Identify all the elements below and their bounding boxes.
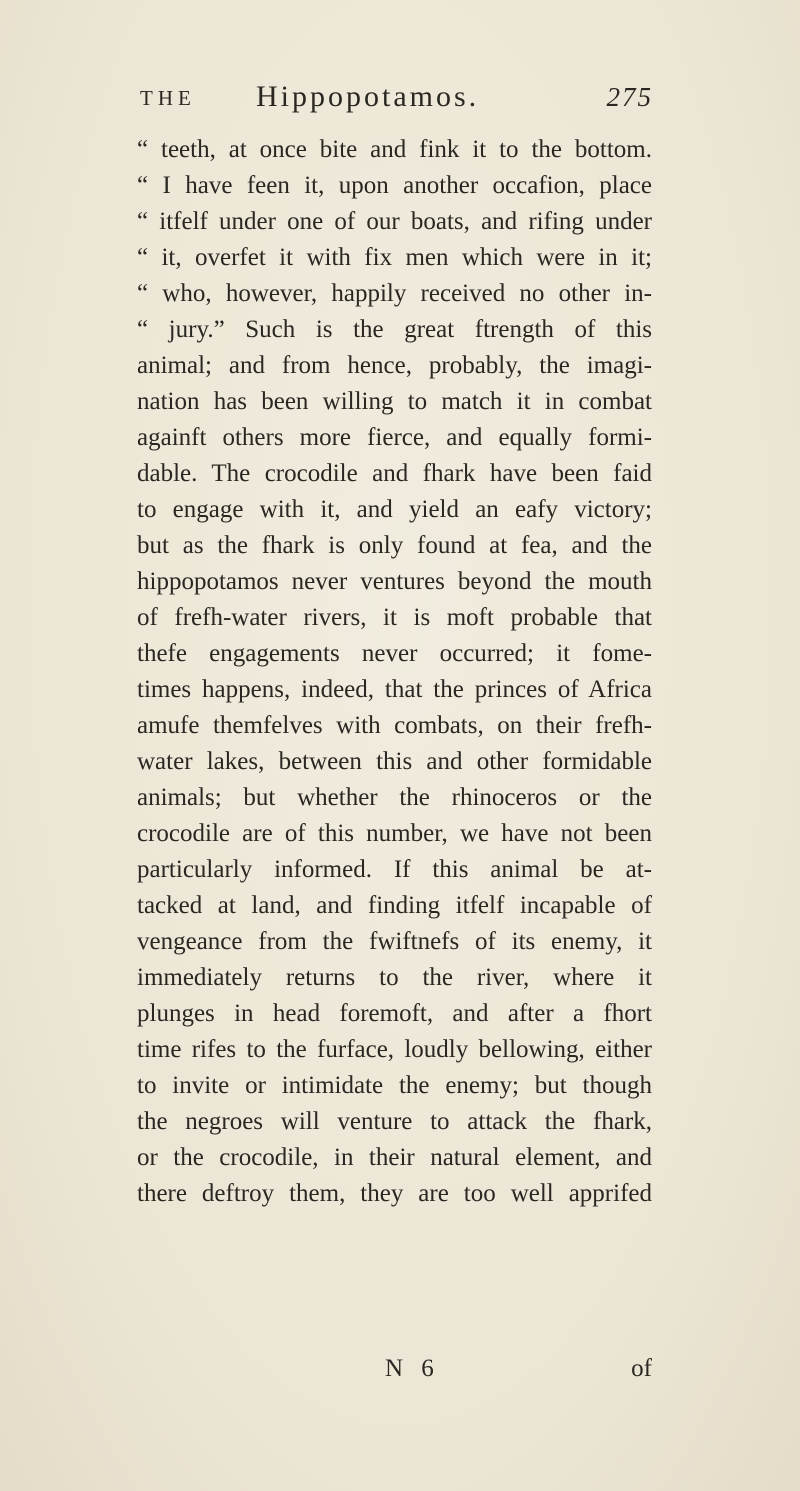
text-line: nation has been willing to match it in combat: [137, 388, 652, 415]
text-line: the negroes will venture to attack the fhark,: [137, 1108, 652, 1135]
running-head-title: Hippopotamos.: [256, 80, 480, 113]
text-line: animals; but whether the rhinoceros or the: [137, 784, 652, 811]
text-line: but as the fhark is only found at fea, and the: [137, 532, 652, 559]
text-line: againft others more fierce, and equally formi-: [137, 424, 652, 451]
running-head: [140, 80, 653, 120]
running-head-article: THE: [140, 86, 196, 110]
text-line: there deftroy them, they are too well apprifed: [137, 1180, 652, 1207]
text-line: of frefh-water rivers, it is moft probable that: [137, 604, 652, 631]
text-line: “ I have feen it, upon another occafion, place: [137, 172, 652, 199]
text-line: “ itfelf under one of our boats, and rifing under: [137, 208, 652, 235]
body-text: [137, 132, 652, 1212]
text-line: or the crocodile, in their natural element, and: [137, 1144, 652, 1171]
text-line: dable. The crocodile and fhark have been faid: [137, 460, 652, 487]
signature-mark: N 6: [385, 1355, 440, 1382]
text-line: “ teeth, at once bite and fink it to the bottom.: [137, 136, 652, 163]
text-line: to invite or intimidate the enemy; but though: [137, 1072, 652, 1099]
text-line: time rifes to the furface, loudly bellowing, either: [137, 1036, 652, 1063]
text-line: tacked at land, and finding itfelf incapable of: [137, 892, 652, 919]
text-line: animal; and from hence, probably, the imagi-: [137, 352, 652, 379]
text-line: crocodile are of this number, we have not been: [137, 820, 652, 847]
text-line: “ who, however, happily received no other in-: [137, 280, 652, 307]
page-number: 275: [606, 82, 653, 112]
text-line: immediately returns to the river, where it: [137, 964, 652, 991]
text-line: “ jury.” Such is the great ftrength of this: [137, 316, 652, 343]
text-line: amufe themfelves with combats, on their frefh-: [137, 712, 652, 739]
text-line: plunges in head foremoft, and after a fhort: [137, 1000, 652, 1027]
catchword: of: [631, 1355, 652, 1382]
text-line: hippopotamos never ventures beyond the mouth: [137, 568, 652, 595]
text-line: particularly informed. If this animal be at-: [137, 856, 652, 883]
text-line: water lakes, between this and other formidable: [137, 748, 652, 775]
text-line: “ it, overfet it with fix men which were in it;: [137, 244, 652, 271]
text-line: times happens, indeed, that the princes of Africa: [137, 676, 652, 703]
text-line: thefe engagements never occurred; it fome-: [137, 640, 652, 667]
text-line: to engage with it, and yield an eafy victory;: [137, 496, 652, 523]
page-footer: [137, 1355, 652, 1391]
text-line: vengeance from the fwiftnefs of its enemy, it: [137, 928, 652, 955]
